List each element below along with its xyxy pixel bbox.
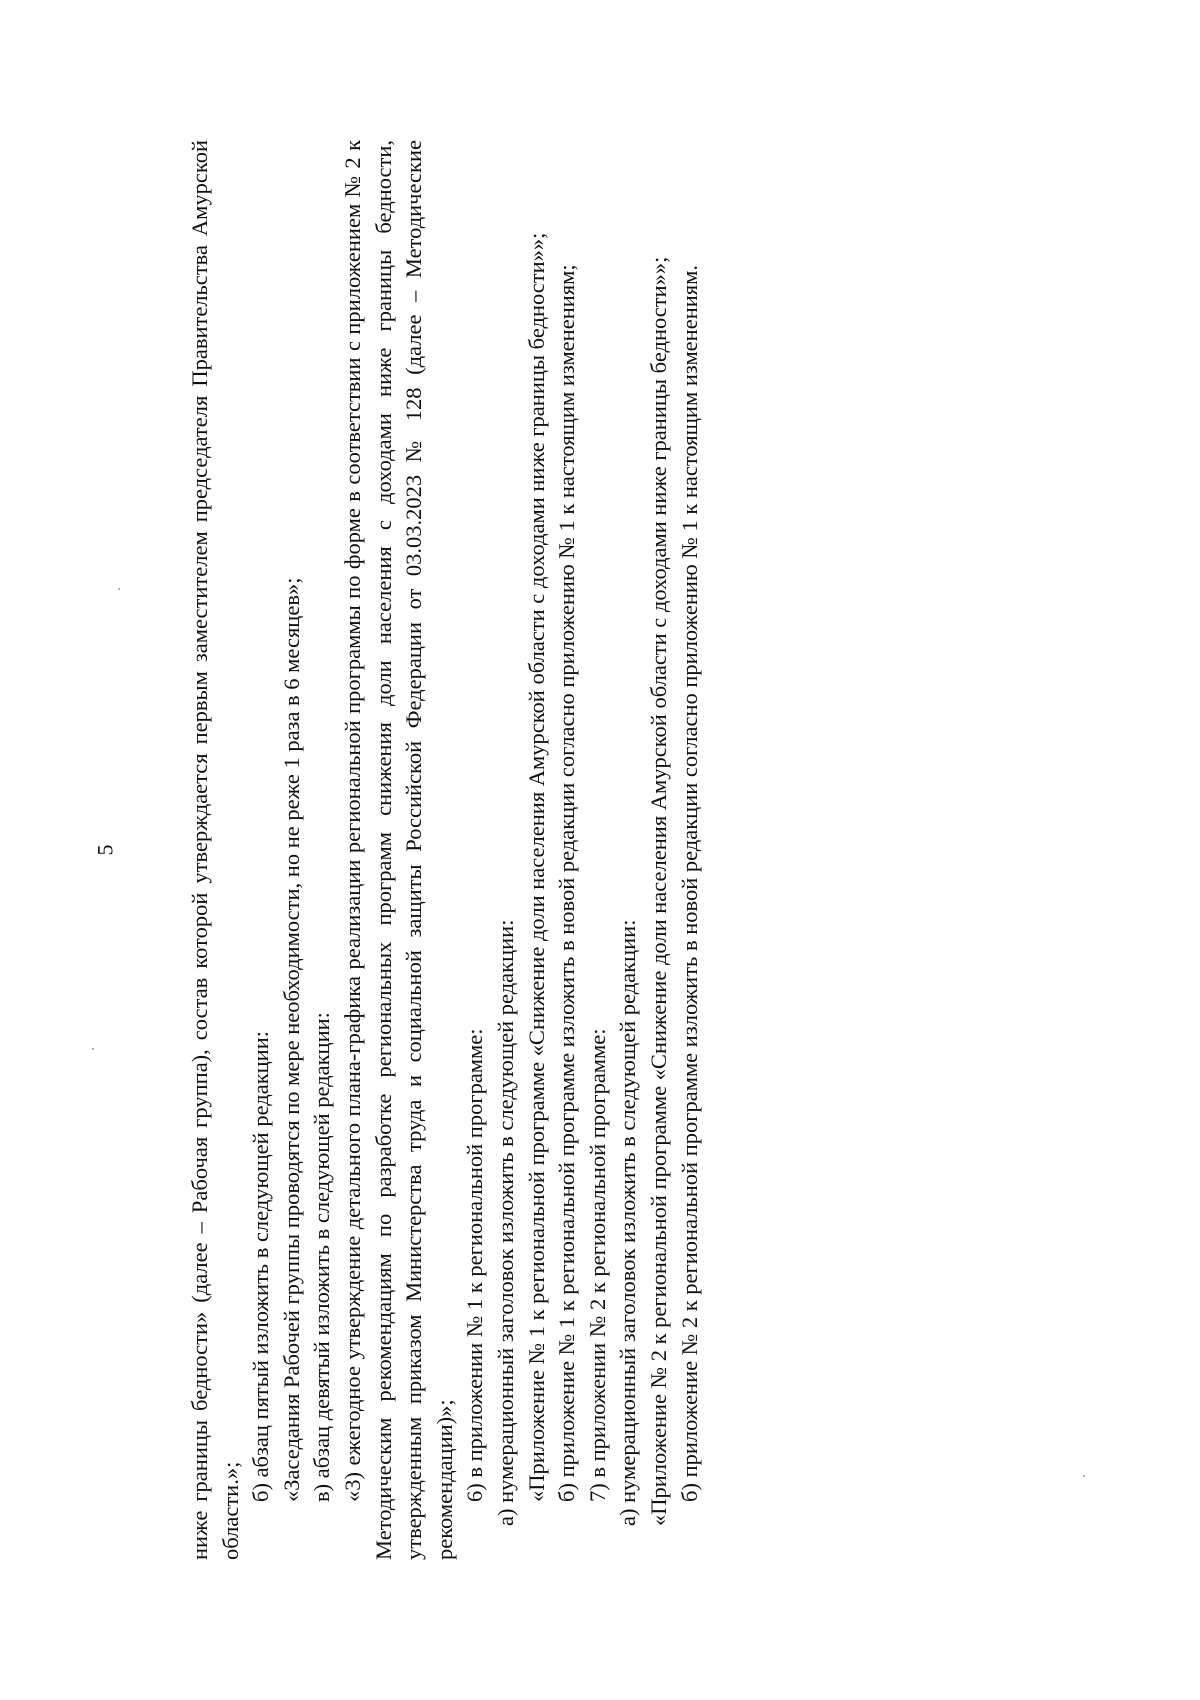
- scan-speck: [118, 588, 120, 590]
- scan-speck: [92, 1048, 94, 1050]
- paragraph: «Приложение № 1 к региональной программе «Снижение доли населения Амурской области с доходами ниже границы бедности»»;: [523, 232, 549, 1502]
- paragraph: а) нумерационный заголовок изложить в следующей редакции:: [615, 919, 641, 1526]
- page-number: 5: [92, 844, 118, 856]
- paragraph: 7) в приложении № 2 к региональной программе:: [584, 1028, 610, 1502]
- paragraph: 6) в приложении № 1 к региональной программе:: [462, 1028, 488, 1502]
- paragraph: б) приложение № 1 к региональной программе изложить в новой редакции согласно приложению № 1 к настоящим изменениям;: [554, 264, 580, 1502]
- paragraph: б) приложение № 2 к региональной программе изложить в новой редакции согласно приложению № 1 к настоящим изменениям.: [676, 265, 702, 1502]
- paragraph: ниже границы бедности» (далее – Рабочая группа), состав которой утверждается первым заместителем председателя Правительства Амурской области.»;: [187, 140, 243, 1560]
- paragraph: б) абзац пятый изложить в следующей редакции:: [248, 1030, 274, 1502]
- paragraph: а) нумерационный заголовок изложить в следующей редакции:: [492, 919, 518, 1526]
- scan-speck: [1083, 1475, 1085, 1477]
- paragraph: «Заседания Рабочей группы проводятся по мере необходимости, но не реже 1 раза в 6 месяцев»;: [278, 577, 304, 1502]
- paragraph: в) абзац девятый изложить в следующей редакции:: [309, 1012, 335, 1502]
- document-body: [185, 140, 865, 1560]
- paragraph: «Приложение № 2 к региональной программе «Снижение доли населения Амурской области с доходами ниже границы бедности»»;: [645, 256, 671, 1526]
- paragraph: «3) ежегодное утверждение детального плана-графика реализации региональной программы по форме в соответствии с приложением № 2 к Методическим рекомендациям по разработке региональных программ снижения доли населения с доходами ниже границы бедности, утвержденным приказом Министерства труда и социальной защиты Российской Федерации от 03.03.2023 № 128 (далее – Методические рекомендации)»;: [339, 140, 457, 1560]
